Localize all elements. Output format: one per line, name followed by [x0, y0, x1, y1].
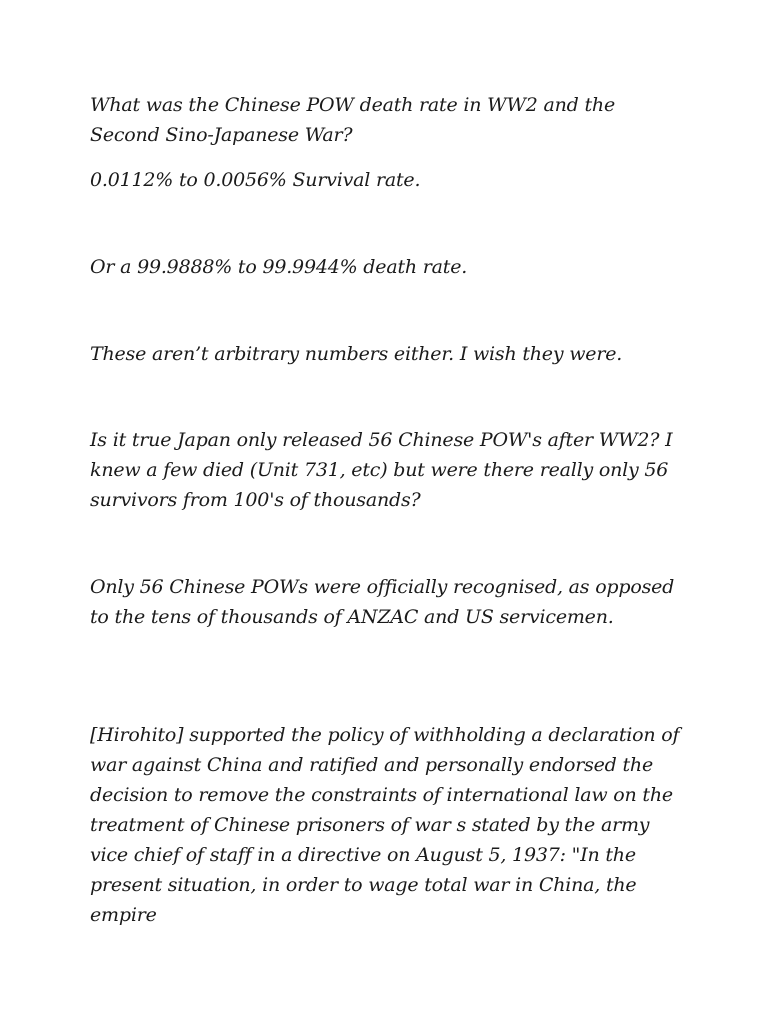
quote-paragraph: [Hirohito] supported the policy of withholding a declaration of war against China and ratified and personally endorsed the decision to remove the constraints of international law on the treatment of Chinese prisoners of war s stated by the army vice chief of staff in a directive on August 5, 1937: "In the present situation, in order to wage total war in China, the empire	[90, 724, 680, 926]
remark-paragraph: These aren’t arbitrary numbers either. I wish they were.	[90, 343, 623, 365]
death-rate-paragraph: Or a 99.9888% to 99.9944% death rate.	[90, 256, 468, 278]
answer-paragraph: Only 56 Chinese POWs were officially recognised, as opposed to the tens of thousands of ANZAC and US servicemen.	[90, 576, 675, 628]
second-question-paragraph: Is it true Japan only released 56 Chinese POW's after WW2? I knew a few died (Unit 731, etc) but were there really only 56 survivors from 100's of thousands?	[90, 429, 673, 511]
survival-rate-paragraph: 0.0112% to 0.0056% Survival rate.	[90, 169, 421, 191]
question-paragraph: What was the Chinese POW death rate in WW2 and the Second Sino-Japanese War?	[90, 94, 615, 146]
